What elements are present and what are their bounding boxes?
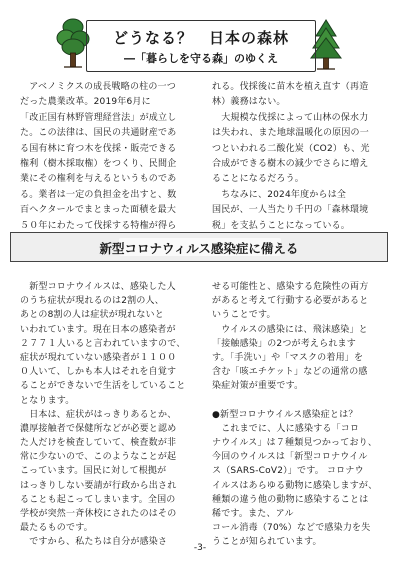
page-number: -3- [193, 543, 207, 553]
text-line: ることになるだろう。 [212, 174, 305, 185]
text-line: 税」を支払うことになっている。 [212, 220, 351, 231]
text-line: す。「手洗い」や「マスクの着用」を [212, 352, 364, 363]
text-line: 染症対策が重要です。 [212, 381, 304, 392]
article-title: どうなる？ 日本の森林 [112, 29, 289, 47]
text-line: ナウイルス」は７種類見つかっており、 [212, 438, 378, 449]
section1-left-column [20, 80, 176, 234]
text-line: 今回のウイルスは「新型コロナウイル [212, 452, 368, 463]
text-line: せる可能性と、感染する危険性の両方 [212, 282, 369, 292]
text-line: ２７７１人いると言われていますので、 [20, 338, 186, 349]
text-line: アベノミクスの成長戦略の柱の一つ [20, 82, 176, 92]
text-line: あとの8割の人は症状が現れないと [20, 310, 164, 321]
text-line: だった農業改革。2019年6月に [20, 97, 151, 108]
text-line: 稀です。また、アル [212, 509, 294, 519]
text-line: いうことです。 [212, 310, 276, 321]
section-heading: 新型コロナウィルス感染症に備える [99, 241, 299, 256]
text-line: コール消毒（70%）などで感染力を失 [212, 523, 371, 534]
text-line: イルスはあらゆる動物に感染しますが、 [212, 480, 378, 491]
text-line: 百ヘクタールでまとまった面積を最大 [20, 205, 177, 216]
text-line: 種類の違う他の動物に感染することは [212, 494, 369, 505]
text-line: 合成ができる樹木の減少でさらに増え [212, 158, 369, 169]
text-line: ですから、私たちは自分が感染さ [20, 537, 168, 548]
text-line: 「改正国有林野管理経営法」が成立し [20, 112, 177, 123]
text-line: 林）義務はない。 [212, 97, 286, 108]
text-line: ることも起こってしまいます。全国の [20, 494, 176, 505]
text-line: 業にその権利を与えるというものであ [20, 174, 177, 185]
text-line: 「接触感染」の2つが考えられます [212, 338, 356, 349]
text-line: 最たるものです。 [20, 523, 93, 534]
text-line: つといわれる二酸化炭（CO2）も、光 [212, 143, 370, 154]
subheading: ●新型コロナウイルス感染症とは？ [212, 409, 358, 420]
text-line: こっています。国民に対して根拠が [20, 466, 167, 477]
text-line: ることができないで生活をしていること [20, 381, 186, 392]
section-banner [10, 232, 388, 262]
text-line: 権利（樹木採取権）をつくり、民間企 [20, 158, 177, 169]
section2-right-column [212, 280, 377, 550]
text-line: ０人いて、しかも本人はそれを自覚す [20, 367, 177, 378]
text-line: 含む「咳エチケット」などの通常の感 [212, 367, 368, 378]
text-line: 日本は、症状がはっきりあるとか、 [20, 409, 177, 420]
text-line: る。業者は一定の負担金を出すと、数 [20, 189, 177, 200]
text-line: これまでに、人に感染する「コロ [212, 423, 360, 434]
article-subtitle: ―「暮らしを守る森」のゆくえ [124, 52, 278, 65]
text-line: れる。伐採後に苗木を植え直す（再造 [212, 82, 369, 92]
text-line: はっきりしない要請が行政から出され [20, 480, 177, 491]
text-line: ウイルスの感染には、飛沫感染」と [212, 324, 368, 335]
text-line: 常に少ないので、このようなことが起 [20, 452, 177, 463]
text-line: る国有林に育つ木を伐採・販売できる [20, 143, 177, 154]
text-line: いわれています。現在日本の感染者が [20, 324, 176, 335]
text-line: 濃厚接触者で保健所などが必要と認め [20, 423, 177, 434]
text-line: があると考えて行動する必要があると [212, 296, 369, 307]
text-line: は失われ、また地球温暖化の原因の一 [212, 128, 369, 139]
text-line: のうち症状が現れるのは2割の人、 [20, 296, 164, 307]
text-line: 症状が現れていない感染者が１１００ [20, 352, 177, 363]
section2-left-column [20, 280, 186, 550]
text-line [212, 394, 377, 408]
text-line: 大規模な伐採によって山林の保水力 [212, 112, 369, 123]
article-title-box [86, 20, 316, 72]
text-line: ス（SARS-CoV2）」です。 コロナウ [212, 466, 364, 477]
text-line: た。この法律は、国民の共通財産であ [20, 128, 177, 139]
text-line: ５０年にわたって伐採する特権が得ら [20, 220, 177, 231]
text-line: ちなみに、2024年度からは全 [212, 189, 347, 200]
text-line: 新型コロナウイルスは、感染した人 [20, 282, 176, 292]
text-line: となります。 [20, 395, 75, 406]
text-line: うことが知られています。 [212, 537, 322, 548]
text-line: た人だけを検査していて、検査数が非 [20, 438, 177, 449]
section1-right-column [212, 80, 370, 234]
text-line: 国民が、一人当たり千円の「森林環境 [212, 205, 369, 216]
text-line: 学校が突然一斉休校にされたのはその [20, 509, 177, 519]
